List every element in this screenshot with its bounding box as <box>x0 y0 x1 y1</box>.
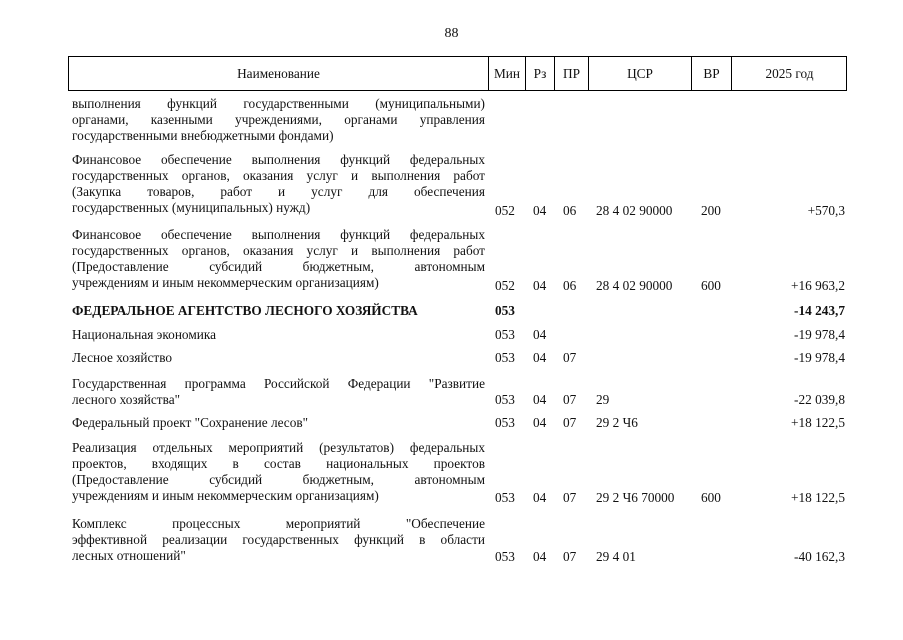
row-name-line: органами, казенными учреждениями, органами управления <box>72 112 485 127</box>
header-name: Наименование <box>237 66 320 81</box>
row-name-line: Национальная экономика <box>72 327 217 342</box>
cell-min: 053 <box>495 327 515 342</box>
cell-rz: 04 <box>533 278 547 293</box>
cell-rz: 04 <box>533 350 547 365</box>
row-name-line: проектов, входящих в состав национальных проектов <box>72 456 485 471</box>
row-name-line: эффективной реализации государственных функций в области <box>72 532 485 547</box>
row-name <box>72 152 485 216</box>
row-name-line: Финансовое обеспечение выполнения функций федеральных <box>72 152 485 167</box>
row-name-line: (Предоставление субсидий бюджетным, автономным <box>72 259 485 274</box>
cell-rz: 04 <box>533 415 547 430</box>
row-name-line: ФЕДЕРАЛЬНОЕ АГЕНТСТВО ЛЕСНОГО ХОЗЯЙСТВА <box>72 303 418 318</box>
cell-value: -40 162,3 <box>794 549 845 564</box>
cell-pr: 06 <box>563 203 577 218</box>
row-name <box>72 516 485 564</box>
cell-pr: 06 <box>563 278 577 293</box>
cell-csr: 29 <box>596 392 610 407</box>
cell-vr: 200 <box>701 203 721 218</box>
row-name-line: выполнения функций государственными (муниципальными) <box>72 96 485 111</box>
cell-csr: 29 2 Ч6 70000 <box>596 490 675 505</box>
row-name <box>72 350 485 366</box>
cell-value: +18 122,5 <box>790 415 845 430</box>
row-name <box>72 303 485 319</box>
cell-pr: 07 <box>563 392 577 407</box>
cell-pr: 07 <box>563 490 577 505</box>
cell-value: -19 978,4 <box>794 350 845 365</box>
row-name <box>72 227 485 291</box>
row-name-line: (Предоставление субсидий бюджетным, автономным <box>72 472 485 487</box>
header-year: 2025 год <box>731 57 847 90</box>
cell-pr: 07 <box>563 549 577 564</box>
row-name-line: лесных отношений" <box>72 548 186 563</box>
row-name-line: государственных органов, оказания услуг и выполнения работ <box>72 243 485 258</box>
row-name-line: Реализация отдельных мероприятий (результатов) федеральных <box>72 440 485 455</box>
row-name <box>72 440 485 504</box>
row-name-line: лесного хозяйства" <box>72 392 181 407</box>
cell-value: +18 122,5 <box>790 490 845 505</box>
row-name-line: учреждениям и иным некоммерческим организациям) <box>72 488 379 503</box>
row-name-line: Государственная программа Российской Федерации "Развитие <box>72 376 485 391</box>
header-min: Мин <box>488 57 525 90</box>
cell-rz: 04 <box>533 327 547 342</box>
cell-csr: 29 2 Ч6 <box>596 415 638 430</box>
row-name-line: государственными внебюджетными фондами) <box>72 128 334 143</box>
header-vr: ВР <box>691 57 731 90</box>
row-name-line: (Закупка товаров, работ и услуг для обеспечения <box>72 184 485 199</box>
cell-value: +570,3 <box>807 203 845 218</box>
row-name-line: Комплекс процессных мероприятий "Обеспечение <box>72 516 485 531</box>
row-name <box>72 96 485 144</box>
row-name <box>72 327 485 343</box>
cell-min: 053 <box>495 415 515 430</box>
cell-value: -19 978,4 <box>794 327 845 342</box>
cell-vr: 600 <box>701 490 721 505</box>
cell-min: 053 <box>495 490 515 505</box>
row-name-line: государственных органов, оказания услуг и выполнения работ <box>72 168 485 183</box>
cell-value: +16 963,2 <box>790 278 845 293</box>
cell-min: 053 <box>495 549 515 564</box>
header-rz: Рз <box>525 57 554 90</box>
cell-pr: 07 <box>563 415 577 430</box>
cell-value: -22 039,8 <box>794 392 845 407</box>
row-name-line: Финансовое обеспечение выполнения функций федеральных <box>72 227 485 242</box>
row-name-line: государственных (муниципальных) нужд) <box>72 200 311 215</box>
row-name <box>72 376 485 408</box>
cell-min: 053 <box>495 350 515 365</box>
cell-csr: 28 4 02 90000 <box>596 203 673 218</box>
cell-vr: 600 <box>701 278 721 293</box>
row-name-line: Лесное хозяйство <box>72 350 173 365</box>
header-pr: ПР <box>554 57 588 90</box>
cell-value: -14 243,7 <box>794 303 845 318</box>
cell-csr: 28 4 02 90000 <box>596 278 673 293</box>
row-name <box>72 415 485 431</box>
page-number: 88 <box>444 26 459 41</box>
table-header <box>68 56 847 91</box>
row-name-line: учреждениям и иным некоммерческим организациям) <box>72 275 379 290</box>
cell-min: 053 <box>495 303 515 318</box>
cell-rz: 04 <box>533 392 547 407</box>
cell-rz: 04 <box>533 203 547 218</box>
cell-min: 053 <box>495 392 515 407</box>
row-name-line: Федеральный проект "Сохранение лесов" <box>72 415 309 430</box>
cell-pr: 07 <box>563 350 577 365</box>
cell-rz: 04 <box>533 549 547 564</box>
cell-min: 052 <box>495 203 515 218</box>
cell-rz: 04 <box>533 490 547 505</box>
header-csr: ЦСР <box>588 57 691 90</box>
cell-min: 052 <box>495 278 515 293</box>
cell-csr: 29 4 01 <box>596 549 636 564</box>
